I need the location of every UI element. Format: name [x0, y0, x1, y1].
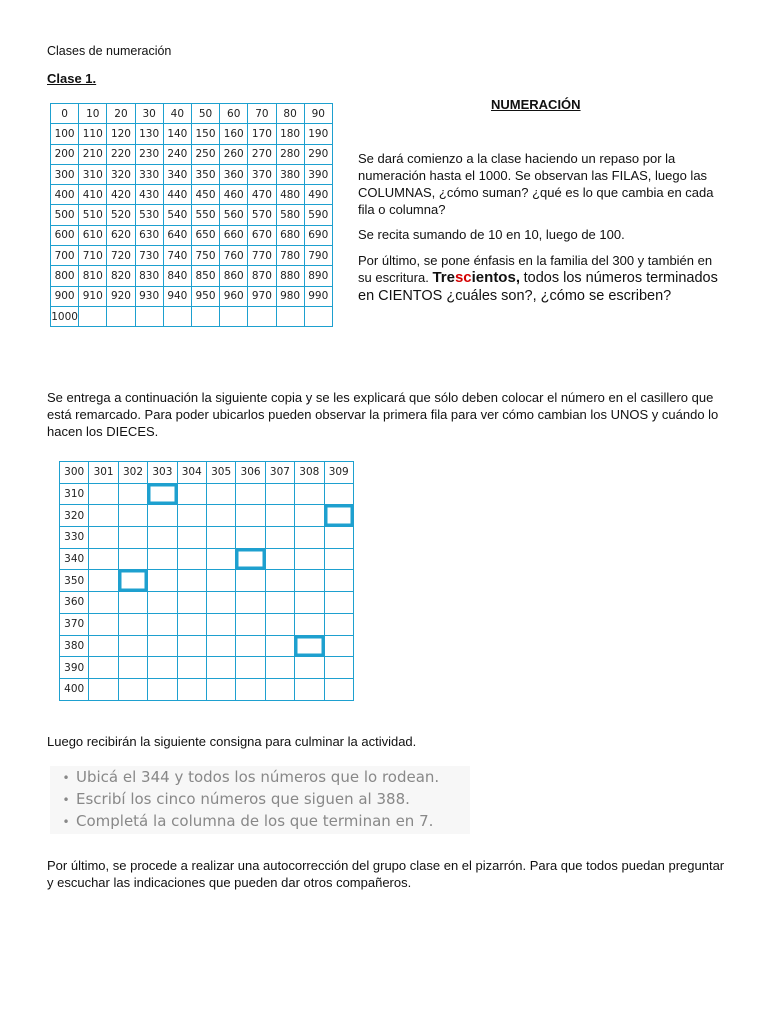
table-cell: 70 [248, 104, 276, 124]
table-cell: 830 [135, 266, 163, 286]
grid-header-cell: 303 [148, 462, 177, 484]
grid-header-cell: 301 [89, 462, 118, 484]
grid-row-label: 370 [60, 613, 89, 635]
table-cell [276, 306, 304, 326]
table-cell: 740 [163, 246, 191, 266]
table-cell: 220 [107, 144, 135, 164]
grid-cell [118, 635, 147, 657]
table-cell: 160 [220, 124, 248, 144]
grid-cell [295, 657, 324, 679]
grid-row [60, 635, 354, 657]
grid-row [60, 548, 354, 570]
grid-cell [89, 483, 118, 505]
table-cell: 980 [276, 286, 304, 306]
table-cell: 90 [304, 104, 332, 124]
highlighted-cell [324, 505, 353, 527]
grid-cell [206, 527, 235, 549]
grid-cell [89, 548, 118, 570]
grid-cell [265, 570, 294, 592]
grid-cell [89, 527, 118, 549]
grid-row [60, 592, 354, 614]
grid-cell [206, 657, 235, 679]
grid-row [60, 678, 354, 700]
grid-cell [324, 613, 353, 635]
grid-header-cell: 305 [206, 462, 235, 484]
grid-cell [148, 613, 177, 635]
table-row [51, 205, 333, 225]
grid-cell [89, 657, 118, 679]
table-cell: 460 [220, 185, 248, 205]
grid-row [60, 570, 354, 592]
table-cell: 970 [248, 286, 276, 306]
table-row [51, 266, 333, 286]
grid-cell [265, 483, 294, 505]
grid-cell [148, 527, 177, 549]
grid-row-label: 340 [60, 548, 89, 570]
grid-cell [89, 613, 118, 635]
table-cell: 440 [163, 185, 191, 205]
grid-cell [324, 570, 353, 592]
grid-header-cell: 300 [60, 462, 89, 484]
table-cell: 860 [220, 266, 248, 286]
grid-cell [148, 678, 177, 700]
table-cell: 940 [163, 286, 191, 306]
table-cell: 350 [191, 164, 219, 184]
grid-cell [118, 613, 147, 635]
instruction-text: Ubicá el 344 y todos los números que lo rodean. [76, 768, 440, 786]
table-cell: 900 [51, 286, 79, 306]
grid-cell [118, 657, 147, 679]
bullet-icon: • [62, 793, 70, 807]
table-cell: 600 [51, 225, 79, 245]
table-cell: 640 [163, 225, 191, 245]
grid-cell [295, 505, 324, 527]
grid-cell [148, 635, 177, 657]
emphasis-paragraph [358, 252, 728, 305]
grid-cell [89, 678, 118, 700]
table-cell: 560 [220, 205, 248, 225]
grid-cell [206, 592, 235, 614]
grid-header-cell: 302 [118, 462, 147, 484]
table-cell: 450 [191, 185, 219, 205]
table-cell: 660 [220, 225, 248, 245]
grid-cell [236, 678, 265, 700]
grid-cell [148, 505, 177, 527]
grid-cell [295, 678, 324, 700]
table-cell: 470 [248, 185, 276, 205]
grid-cell [295, 570, 324, 592]
table-cell: 120 [107, 124, 135, 144]
table-cell: 490 [304, 185, 332, 205]
table-cell: 430 [135, 185, 163, 205]
trescientos-part-a: Tre [432, 269, 455, 286]
table-cell: 870 [248, 266, 276, 286]
table-cell: 530 [135, 205, 163, 225]
table-cell: 230 [135, 144, 163, 164]
table-cell: 390 [304, 164, 332, 184]
table-cell: 300 [51, 164, 79, 184]
grid-cell [206, 635, 235, 657]
table-cell: 710 [79, 246, 107, 266]
grid-cell [148, 570, 177, 592]
grid-cell [236, 570, 265, 592]
grid-cell [177, 592, 206, 614]
table-cell: 290 [304, 144, 332, 164]
grid-cell [236, 505, 265, 527]
table-cell: 770 [248, 246, 276, 266]
table-cell: 80 [276, 104, 304, 124]
grid-row [60, 505, 354, 527]
table-cell: 620 [107, 225, 135, 245]
table-row [51, 124, 333, 144]
grid-row [60, 527, 354, 549]
grid-cell [206, 678, 235, 700]
grid-cell [118, 592, 147, 614]
instruction-item [50, 788, 470, 810]
grid-cell [324, 657, 353, 679]
document-header: Clases de numeración [47, 44, 172, 58]
table-cell: 850 [191, 266, 219, 286]
table-cell: 60 [220, 104, 248, 124]
table-cell: 200 [51, 144, 79, 164]
table-cell: 880 [276, 266, 304, 286]
table-cell: 730 [135, 246, 163, 266]
instruction-text: Escribí los cinco números que siguen al 388. [76, 790, 410, 808]
grid-cell [177, 635, 206, 657]
grid-cell [118, 548, 147, 570]
trescientos-part-red: sc [454, 269, 472, 286]
grid-header-cell: 308 [295, 462, 324, 484]
table-cell: 910 [79, 286, 107, 306]
hundreds-chart-table [50, 103, 333, 327]
table-cell: 550 [191, 205, 219, 225]
table-cell: 110 [79, 124, 107, 144]
table-cell: 930 [135, 286, 163, 306]
table-cell: 800 [51, 266, 79, 286]
table-cell: 610 [79, 225, 107, 245]
table-cell: 510 [79, 205, 107, 225]
grid-cell [236, 613, 265, 635]
grid-row-label: 320 [60, 505, 89, 527]
table-cell: 50 [191, 104, 219, 124]
grid-cell [265, 527, 294, 549]
grid-cell [206, 613, 235, 635]
table-cell: 480 [276, 185, 304, 205]
grid-cell [177, 483, 206, 505]
class-title: Clase 1. [47, 71, 97, 86]
recite-paragraph: Se recita sumando de 10 en 10, luego de 100. [358, 227, 625, 242]
grid-header-cell: 306 [236, 462, 265, 484]
grid-cell [295, 613, 324, 635]
table-row [51, 246, 333, 266]
grid-cell [265, 635, 294, 657]
table-cell: 920 [107, 286, 135, 306]
grid-cell [265, 548, 294, 570]
table-cell: 370 [248, 164, 276, 184]
table-cell: 720 [107, 246, 135, 266]
table-cell: 960 [220, 286, 248, 306]
table-cell [248, 306, 276, 326]
table-cell [79, 306, 107, 326]
table-cell: 760 [220, 246, 248, 266]
table-cell: 410 [79, 185, 107, 205]
table-cell: 540 [163, 205, 191, 225]
grid-header-cell: 309 [324, 462, 353, 484]
table-cell [191, 306, 219, 326]
grid-cell [265, 505, 294, 527]
grid-cell [118, 678, 147, 700]
grid-cell [324, 678, 353, 700]
highlighted-cell [148, 483, 177, 505]
table-cell: 140 [163, 124, 191, 144]
grid-cell [89, 592, 118, 614]
emphasis-text-start: Por último, se pone énfasis en la familia del 300 y también en su escritura. [358, 253, 713, 285]
table-cell: 840 [163, 266, 191, 286]
instruction-item [50, 766, 470, 788]
grid-row-label: 330 [60, 527, 89, 549]
grid-cell [324, 592, 353, 614]
table-cell: 520 [107, 205, 135, 225]
grid-cell [89, 570, 118, 592]
grid-row [60, 483, 354, 505]
grid-row-label: 360 [60, 592, 89, 614]
grid-row-label: 310 [60, 483, 89, 505]
table-cell: 780 [276, 246, 304, 266]
instruction-image [50, 766, 470, 834]
grid-row-label: 400 [60, 678, 89, 700]
grid-cell [295, 527, 324, 549]
table-row [51, 144, 333, 164]
trescientos-word [432, 269, 520, 286]
grid-cell [89, 505, 118, 527]
grid-row [60, 613, 354, 635]
worksheet-grid-table [59, 461, 354, 701]
highlighted-cell [118, 570, 147, 592]
grid-row-label: 390 [60, 657, 89, 679]
table-cell: 260 [220, 144, 248, 164]
table-cell: 650 [191, 225, 219, 245]
intro-paragraph: Se dará comienzo a la clase haciendo un repaso por la numeración hasta el 1000. Se observan las FILAS, luego las COLUMNAS, ¿cómo suman? ¿qué es lo que cambia en cada fila o columna? [358, 151, 714, 217]
table-cell: 400 [51, 185, 79, 205]
instruction-list [50, 766, 470, 832]
table-row [51, 306, 333, 326]
grid-cell [324, 483, 353, 505]
grid-row [60, 657, 354, 679]
grid-cell [177, 657, 206, 679]
closing-paragraph: Por último, se procede a realizar una autocorrección del grupo clase en el pizarrón. Para que todos puedan preguntar y escuchar las indicaciones que pueden dar otros compañeros. [47, 858, 725, 890]
grid-cell [177, 613, 206, 635]
grid-row [60, 462, 354, 484]
table-cell: 500 [51, 205, 79, 225]
table-cell: 180 [276, 124, 304, 144]
table-cell: 990 [304, 286, 332, 306]
grid-cell [295, 483, 324, 505]
grid-header-cell: 307 [265, 462, 294, 484]
table-cell: 40 [163, 104, 191, 124]
table-cell: 270 [248, 144, 276, 164]
table-cell: 690 [304, 225, 332, 245]
grid-cell [324, 548, 353, 570]
grid-cell [236, 657, 265, 679]
table-cell: 280 [276, 144, 304, 164]
table-cell: 360 [220, 164, 248, 184]
table-row [51, 185, 333, 205]
instruction-item [50, 810, 470, 832]
table-cell: 570 [248, 205, 276, 225]
grid-header-cell: 304 [177, 462, 206, 484]
table-cell: 330 [135, 164, 163, 184]
grid-cell [148, 657, 177, 679]
table-row [51, 164, 333, 184]
grid-cell [236, 483, 265, 505]
table-cell: 10 [79, 104, 107, 124]
grid-cell [177, 527, 206, 549]
grid-cell [148, 548, 177, 570]
table-cell: 950 [191, 286, 219, 306]
table-cell: 680 [276, 225, 304, 245]
highlighted-cell [236, 548, 265, 570]
grid-cell [265, 592, 294, 614]
table-row [51, 225, 333, 245]
grid-cell [324, 635, 353, 657]
grid-row-label: 380 [60, 635, 89, 657]
table-cell [220, 306, 248, 326]
table-cell [135, 306, 163, 326]
table-cell: 670 [248, 225, 276, 245]
table-cell: 130 [135, 124, 163, 144]
table-cell: 250 [191, 144, 219, 164]
grid-cell [236, 635, 265, 657]
table-cell [304, 306, 332, 326]
emphasis-text-end: todos los números terminados en CIENTOS ¿cuáles son?, ¿cómo se escriben? [358, 270, 718, 304]
grid-cell [206, 548, 235, 570]
table-cell: 190 [304, 124, 332, 144]
grid-cell [236, 592, 265, 614]
grid-cell [148, 592, 177, 614]
highlighted-cell [295, 635, 324, 657]
grid-cell [177, 505, 206, 527]
table-cell: 580 [276, 205, 304, 225]
grid-cell [295, 592, 324, 614]
grid-cell [206, 483, 235, 505]
table-cell: 590 [304, 205, 332, 225]
table-cell: 380 [276, 164, 304, 184]
grid-cell [324, 527, 353, 549]
grid-cell [295, 548, 324, 570]
table-cell: 420 [107, 185, 135, 205]
table-cell: 100 [51, 124, 79, 144]
table-cell: 750 [191, 246, 219, 266]
grid-cell [118, 527, 147, 549]
grid-row-label: 350 [60, 570, 89, 592]
table-cell: 170 [248, 124, 276, 144]
table-cell: 340 [163, 164, 191, 184]
grid-cell [177, 678, 206, 700]
table-cell: 20 [107, 104, 135, 124]
table-cell: 630 [135, 225, 163, 245]
table-cell: 700 [51, 246, 79, 266]
table-cell: 150 [191, 124, 219, 144]
table-cell: 820 [107, 266, 135, 286]
grid-cell [265, 613, 294, 635]
table-cell: 790 [304, 246, 332, 266]
table-cell: 240 [163, 144, 191, 164]
grid-cell [236, 527, 265, 549]
grid-cell [206, 570, 235, 592]
table-cell: 30 [135, 104, 163, 124]
trescientos-part-c: ientos, [471, 269, 520, 286]
table-cell: 210 [79, 144, 107, 164]
grid-cell [265, 678, 294, 700]
table-cell [163, 306, 191, 326]
table-cell: 810 [79, 266, 107, 286]
grid-cell [118, 483, 147, 505]
instruction-paragraph: Luego recibirán la siguiente consigna para culminar la actividad. [47, 734, 417, 749]
instruction-text: Completá la columna de los que terminan en 7. [76, 812, 434, 830]
grid-cell [265, 657, 294, 679]
table-cell: 890 [304, 266, 332, 286]
worksheet-paragraph: Se entrega a continuación la siguiente copia y se les explicará que sólo deben colocar el número en el casillero que está remarcado. Para poder ubicarlos pueden observar la primera fila para ver cómo cambian los UNOS y cuándo lo hacen los DIECES. [47, 390, 719, 439]
table-row [51, 286, 333, 306]
table-cell [107, 306, 135, 326]
section-title: NUMERACIÓN [491, 97, 581, 112]
grid-cell [177, 548, 206, 570]
bullet-icon: • [62, 771, 70, 785]
table-cell: 310 [79, 164, 107, 184]
grid-cell [118, 505, 147, 527]
table-cell: 320 [107, 164, 135, 184]
table-cell: 0 [51, 104, 79, 124]
bullet-icon: • [62, 815, 70, 829]
grid-cell [89, 635, 118, 657]
table-cell: 1000 [51, 306, 79, 326]
grid-cell [206, 505, 235, 527]
grid-cell [177, 570, 206, 592]
table-row [51, 104, 333, 124]
